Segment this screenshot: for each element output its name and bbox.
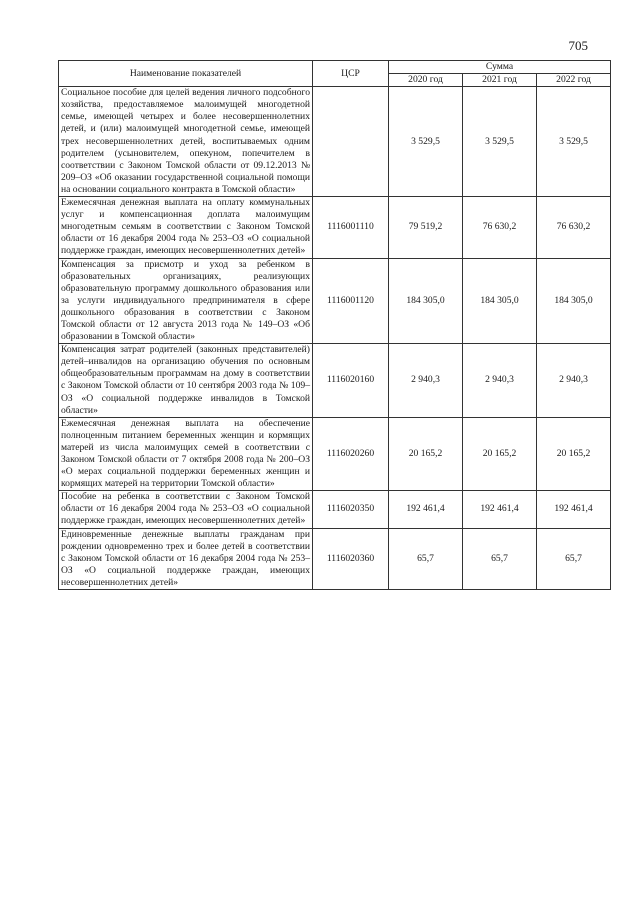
table-row [59, 491, 611, 528]
row-value-2020: 3 529,5 [389, 87, 463, 197]
row-value-2022: 2 940,3 [537, 344, 611, 418]
table-row [59, 417, 611, 491]
table-row [59, 528, 611, 589]
table-body [59, 87, 611, 590]
row-csr: 1116001110 [313, 197, 389, 258]
page-number: 705 [568, 38, 588, 53]
table-header [59, 61, 611, 87]
row-name: Ежемесячная денежная выплата на обеспечение полноценным питанием беременных женщин и кормящих матерей из числа малоимущих семей в соответствии с Законом Томской области от 7 октября 2008 года № 200–ОЗ «О мерах социальной поддержки беременных женщин и кормящих матерей на территории Томской области» [59, 417, 313, 491]
row-value-2022: 3 529,5 [537, 87, 611, 197]
header-year-2020: 2020 год [389, 74, 463, 87]
row-value-2022: 20 165,2 [537, 417, 611, 491]
header-csr: ЦСР [313, 61, 389, 87]
budget-table [58, 60, 611, 590]
row-value-2020: 184 305,0 [389, 258, 463, 344]
header-name: Наименование показателей [59, 61, 313, 87]
row-name: Единовременные денежные выплаты гражданам при рождении одновременно трех и более детей в соответствии с Законом Томской области от 16 декабря 2004 года № 253–ОЗ «О социальной поддержке граждан, имеющих несовершеннолетних детей» [59, 528, 313, 589]
row-name: Ежемесячная денежная выплата на оплату коммунальных услуг и компенсационная доплата малоимущим многодетным семьям в соответствии с Законом Томской области от 16 декабря 2004 года № 253–ОЗ «О социальной поддержке граждан, имеющих несовершеннолетних детей» [59, 197, 313, 258]
row-value-2021: 184 305,0 [463, 258, 537, 344]
row-name: Пособие на ребенка в соответствии с Законом Томской области от 16 декабря 2004 года № 253–ОЗ «О социальной поддержке граждан, имеющих несовершеннолетних детей» [59, 491, 313, 528]
row-value-2022: 184 305,0 [537, 258, 611, 344]
row-value-2021: 192 461,4 [463, 491, 537, 528]
row-csr [313, 87, 389, 197]
table-row [59, 197, 611, 258]
row-value-2021: 20 165,2 [463, 417, 537, 491]
row-value-2020: 65,7 [389, 528, 463, 589]
row-value-2022: 65,7 [537, 528, 611, 589]
header-year-2022: 2022 год [537, 74, 611, 87]
row-value-2020: 192 461,4 [389, 491, 463, 528]
row-value-2020: 2 940,3 [389, 344, 463, 418]
row-value-2021: 3 529,5 [463, 87, 537, 197]
table-row [59, 87, 611, 197]
row-value-2020: 79 519,2 [389, 197, 463, 258]
table-row [59, 344, 611, 418]
row-csr: 1116020350 [313, 491, 389, 528]
row-name: Компенсация затрат родителей (законных представителей) детей–инвалидов на организацию обучения по основным общеобразовательным программам на дому в соответствии с Законом Томской области от 10 сентября 2003 года № 109–ОЗ «О социальной поддержке инвалидов в Томской области» [59, 344, 313, 418]
header-year-2021: 2021 год [463, 74, 537, 87]
row-value-2022: 76 630,2 [537, 197, 611, 258]
row-csr: 1116020260 [313, 417, 389, 491]
row-csr: 1116020160 [313, 344, 389, 418]
row-name: Социальное пособие для целей ведения личного подсобного хозяйства, предоставляемое малоимущей многодетной семье, имеющей четырех и более несовершеннолетних детей, и (или) малоимущей многодетной семье, имеющей трех несовершеннолетних детей, воспитываемых одним родителем (усыновителем, опекуном, попечителем в соответствии с Законом Томской области от 09.12.2013 № 209–ОЗ «Об оказании государственной социальной помощи на основании социального контракта в Томской области» [59, 87, 313, 197]
table-row [59, 258, 611, 344]
header-sum: Сумма [389, 61, 611, 74]
row-value-2020: 20 165,2 [389, 417, 463, 491]
row-value-2022: 192 461,4 [537, 491, 611, 528]
row-csr: 1116001120 [313, 258, 389, 344]
row-name: Компенсация за присмотр и уход за ребенком в образовательных организациях, реализующих образовательную программу дошкольного образования или за услуги индивидуального предпринимателя в сфере дошкольного образования в соответствии с Законом Томской области от 12 августа 2013 года № 149–ОЗ «Об образовании в Томской области» [59, 258, 313, 344]
row-value-2021: 65,7 [463, 528, 537, 589]
row-value-2021: 76 630,2 [463, 197, 537, 258]
row-csr: 1116020360 [313, 528, 389, 589]
row-value-2021: 2 940,3 [463, 344, 537, 418]
